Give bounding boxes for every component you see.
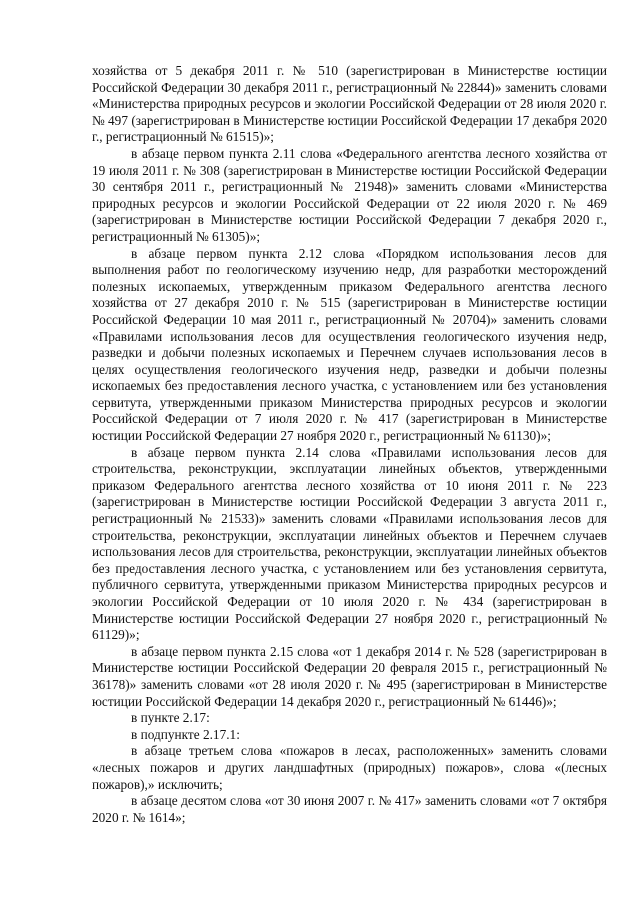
paragraph-item-2-17: в пункте 2.17:: [131, 710, 210, 726]
paragraph-item-2-14: в абзаце первом пункта 2.14 слова «Правилами использования лесов для строительства, реконструкции, эксплуатации линейных объектов, утвержденными приказом Федерального агентства лесного хозяйства от 10 июня 2011 г. № 223 (зарегистрирован в Министерстве юстиции Российской Федерации 3 августа 2011 г., регистрационный № 21533)» заменить словами «Правилами использования лесов для строительства, реконструкции, эксплуатации линейных объектов и Перечнем случаев использования лесов для строительства, реконструкции, эксплуатации линейных объектов без предоставления лесного участка, с установлением или без установления сервитута, публичного сервитута, утвержденными приказом Министерства природных ресурсов и экологии Российской Федерации от 10 июля 2020 г. № 434 (зарегистрирован в Министерстве юстиции Российской Федерации 27 ноября 2020 г., регистрационный № 61129)»;: [92, 444, 607, 643]
paragraph-item-2-12: в абзаце первом пункта 2.12 слова «Порядком использования лесов для выполнения работ по геологическому изучению недр, для разработки месторождений полезных ископаемых, утвержденным приказом Федерального агентства лесного хозяйства от 27 декабря 2010 г. № 515 (зарегистрирован в Министерстве юстиции Российской Федерации 10 мая 2011 г., регистрационный № 20704)» заменить словами «Правилами использования лесов для осуществления геологического изучения недр, разведки и добычи полезных ископаемых и Перечнем случаев использования лесов в целях осуществления геологического изучения недр, разведки и добычи полезны ископаемых без предоставления лесного участка, с установлением или без установления сервитута, утвержденными приказом Министерства природных ресурсов и экологии Российской Федерации от 7 июля 2020 г. № 417 (зарегистрирован в Министерстве юстиции Российской Федерации 27 ноября 2020 г., регистрационный № 61130)»;: [92, 245, 607, 444]
paragraph-subitem-2-17-1: в подпункте 2.17.1:: [131, 726, 240, 742]
paragraph-item-2-11: в абзаце первом пункта 2.11 слова «Федерального агентства лесного хозяйства от 19 июля 2011 г. № 308 (зарегистрирован в Министерстве юстиции Российской Федерации 30 сентября 2011 г., регистрационный № 21948)» заменить словами «Министерства природных ресурсов и экологии Российской Федерации от 22 июля 2020 г. № 469 (зарегистрирован в Министерстве юстиции Российской Федерации 7 декабря 2020 г., регистрационный № 61305)»;: [92, 145, 607, 244]
paragraph-continuation: хозяйства от 5 декабря 2011 г. № 510 (зарегистрирован в Министерстве юстиции Российской Федерации 30 декабря 2011 г., регистрационный № 22844)» заменить словами «Министерства природных ресурсов и экологии Российской Федерации от 28 июля 2020 г. № 497 (зарегистрирован в Министерстве юстиции Российской Федерации 17 декабря 2020 г., регистрационный № 61515)»;: [92, 63, 607, 145]
paragraph-item-2-15: в абзаце первом пункта 2.15 слова «от 1 декабря 2014 г. № 528 (зарегистрирован в Министерстве юстиции Российской Федерации 20 февраля 2015 г., регистрационный № 36178)» заменить словами «от 28 июля 2020 г. № 495 (зарегистрирован в Министерстве юстиции Российской Федерации 14 декабря 2020 г., регистрационный № 61446)»;: [92, 643, 607, 709]
document-body: [92, 63, 607, 826]
paragraph-third-abzac: в абзаце третьем слова «пожаров в лесах, расположенных» заменить словами «лесных пожаров и других ландшафтных (природных) пожаров», слова «(лесных пожаров),» исключить;: [92, 743, 607, 792]
paragraph-tenth-abzac: в абзаце десятом слова «от 30 июня 2007 г. № 417» заменить словами «от 7 октября 2020 г. № 1614»;: [92, 793, 607, 825]
